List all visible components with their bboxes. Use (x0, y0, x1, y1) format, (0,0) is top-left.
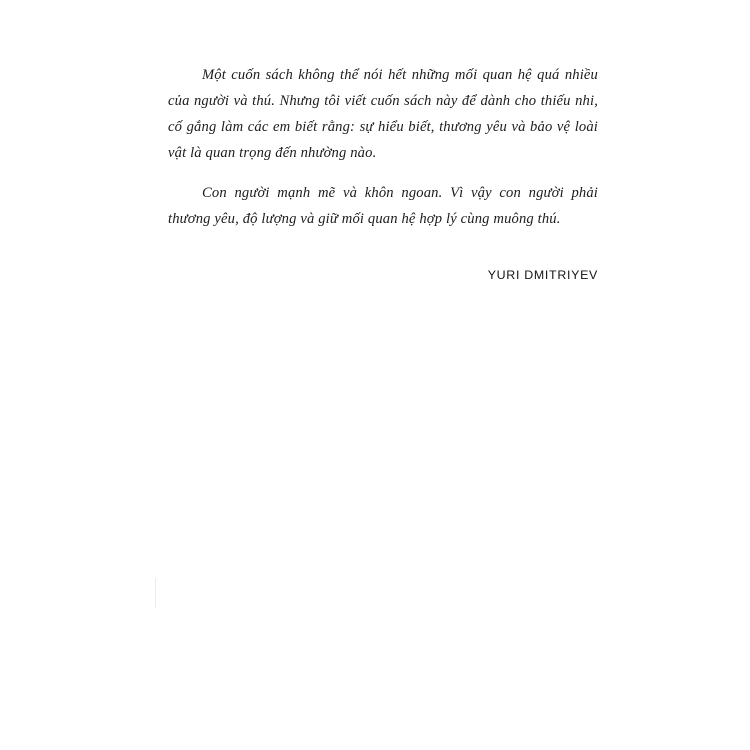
page-edge-mark (155, 578, 156, 608)
page-text-block (168, 62, 598, 282)
author-attribution: YURI DMITRIYEV (487, 268, 598, 282)
paragraph-2: Con người mạnh mẽ và khôn ngoan. Vì vậy con người phải thương yêu, độ lượng và giữ mối quan hệ hợp lý cùng muông thú. (168, 185, 598, 227)
paragraph-1: Một cuốn sách không thể nói hết những mối quan hệ quá nhiều của người và thú. Nhưng tôi viết cuốn sách này để dành cho thiếu nhi, cố gắng làm các em biết rằng: sự hiểu biết, thương yêu và bảo vệ loài vật là quan trọng đến nhường nào. (168, 67, 598, 161)
